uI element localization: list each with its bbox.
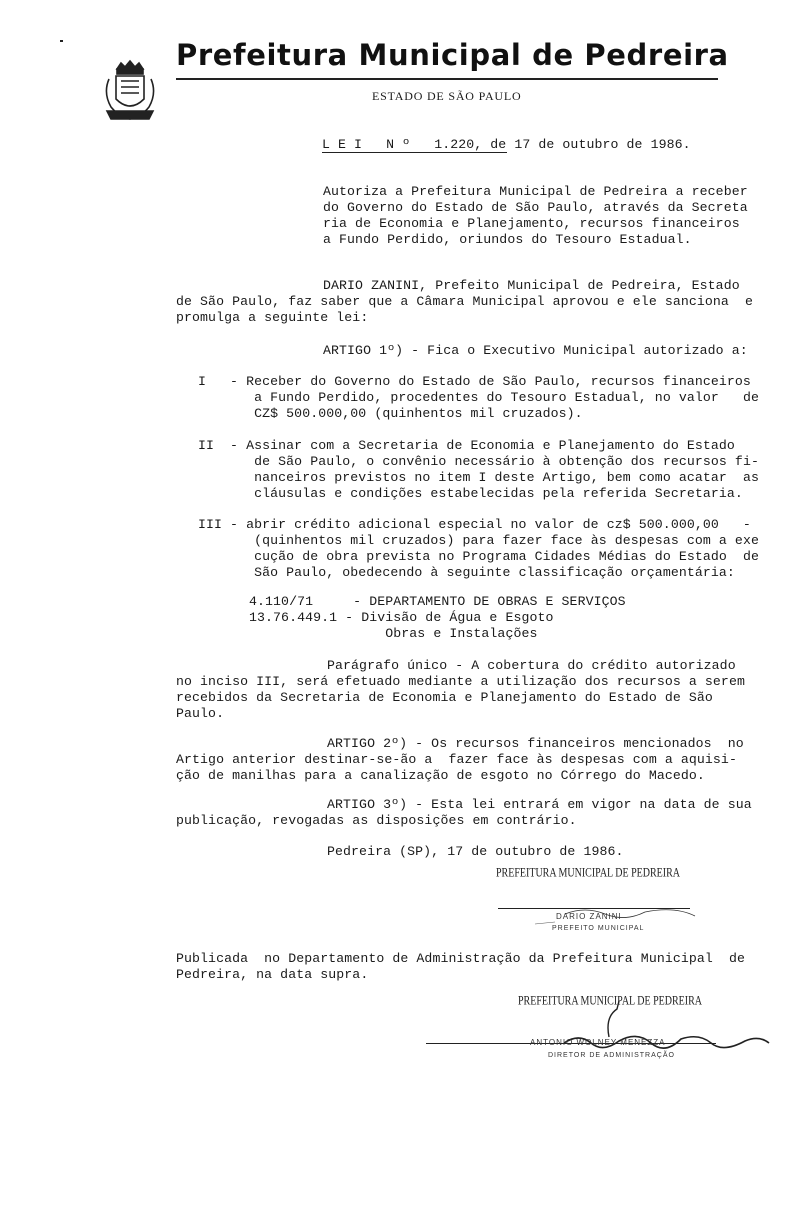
article-line: ção de manilhas para a canalização de esgoto no Córrego do Macedo.	[176, 768, 705, 783]
paragraph-line: Paulo.	[176, 706, 225, 721]
page-title: Prefeitura Municipal de Pedreira	[176, 38, 729, 72]
item-line: cução de obra prevista no Programa Cidades Médias do Estado de	[190, 549, 759, 564]
item-line: (quinhentos mil cruzados) para fazer face às despesas com a exe	[190, 533, 759, 548]
title-underline	[176, 78, 718, 80]
item-line: de São Paulo, o convênio necessário à obtenção dos recursos fi-	[190, 454, 759, 469]
article-line: publicação, revogadas as disposições em contrário.	[176, 813, 577, 828]
ementa-line: a Fundo Perdido, oriundos do Tesouro Estadual.	[323, 232, 692, 247]
director-stamp: PREFEITURA MUNICIPAL DE PEDREIRA	[518, 994, 702, 1009]
law-heading: L E I N º 1.220, de 17 de outubro de 1986.	[322, 137, 691, 152]
mayor-name: DARIO ZANINI	[556, 912, 622, 921]
coat-of-arms-logo	[82, 40, 140, 106]
item-line: a Fundo Perdido, procedentes do Tesouro Estadual, no valor de	[190, 390, 759, 405]
mayor-stamp: PREFEITURA MUNICIPAL DE PEDREIRA	[496, 866, 680, 881]
preamble-line: DARIO ZANINI, Prefeito Municipal de Pedreira, Estado	[323, 278, 740, 293]
classification-line: 13.76.449.1 - Divisão de Água e Esgoto	[249, 610, 554, 625]
preamble-line: promulga a seguinte lei:	[176, 310, 369, 325]
signature-line	[498, 908, 690, 909]
item-line: III - abrir crédito adicional especial no valor de cz$ 500.000,00 -	[198, 517, 751, 532]
state-subtitle: ESTADO DE SÃO PAULO	[372, 89, 522, 103]
item-line: I - Receber do Governo do Estado de São Paulo, recursos financeiros	[198, 374, 751, 389]
classification-line: 4.110/71 - DEPARTAMENTO DE OBRAS E SERVIÇOS	[249, 594, 626, 609]
margin-mark	[60, 40, 63, 42]
place-date: Pedreira (SP), 17 de outubro de 1986.	[327, 844, 624, 859]
paragraph-line: Parágrafo único - A cobertura do crédito autorizado	[327, 658, 736, 673]
mayor-role: PREFEITO MUNICIPAL	[552, 925, 645, 932]
item-line: CZ$ 500.000,00 (quinhentos mil cruzados).	[190, 406, 583, 421]
article-line: Artigo anterior destinar-se-ão a fazer face às despesas com a aquisi-	[176, 752, 737, 767]
article-1-heading: ARTIGO 1º) - Fica o Executivo Municipal autorizado a:	[323, 343, 748, 358]
publication-line: Publicada no Departamento de Administração da Prefeitura Municipal de	[176, 951, 745, 966]
ementa-line: ria de Economia e Planejamento, recursos financeiros	[323, 216, 740, 231]
director-role: DIRETOR DE ADMINISTRAÇÃO	[548, 1052, 675, 1059]
ementa-line: do Governo do Estado de São Paulo, através da Secreta	[323, 200, 748, 215]
director-name: ANTONIO WOLNEY MENEZZA	[530, 1038, 666, 1047]
publication-line: Pedreira, na data supra.	[176, 967, 369, 982]
preamble-line: de São Paulo, faz saber que a Câmara Municipal aprovou e ele sanciona e	[176, 294, 753, 309]
item-line: nanceiros previstos no item I deste Artigo, bem como acatar as	[190, 470, 759, 485]
paragraph-line: no inciso III, será efetuado mediante a utilização dos recursos a serem	[176, 674, 745, 689]
paragraph-line: recebidos da Secretaria de Economia e Planejamento do Estado de São	[176, 690, 713, 705]
classification-line: Obras e Instalações	[249, 626, 538, 641]
law-heading-underline	[322, 152, 507, 153]
item-line: II - Assinar com a Secretaria de Economia e Planejamento do Estado	[198, 438, 735, 453]
article-line: ARTIGO 3º) - Esta lei entrará em vigor na data de sua	[327, 797, 752, 812]
item-line: São Paulo, obedecendo à seguinte classificação orçamentária:	[190, 565, 735, 580]
ementa-line: Autoriza a Prefeitura Municipal de Pedreira a receber	[323, 184, 748, 199]
article-line: ARTIGO 2º) - Os recursos financeiros mencionados no	[327, 736, 744, 751]
item-line: cláusulas e condições estabelecidas pela referida Secretaria.	[190, 486, 743, 501]
